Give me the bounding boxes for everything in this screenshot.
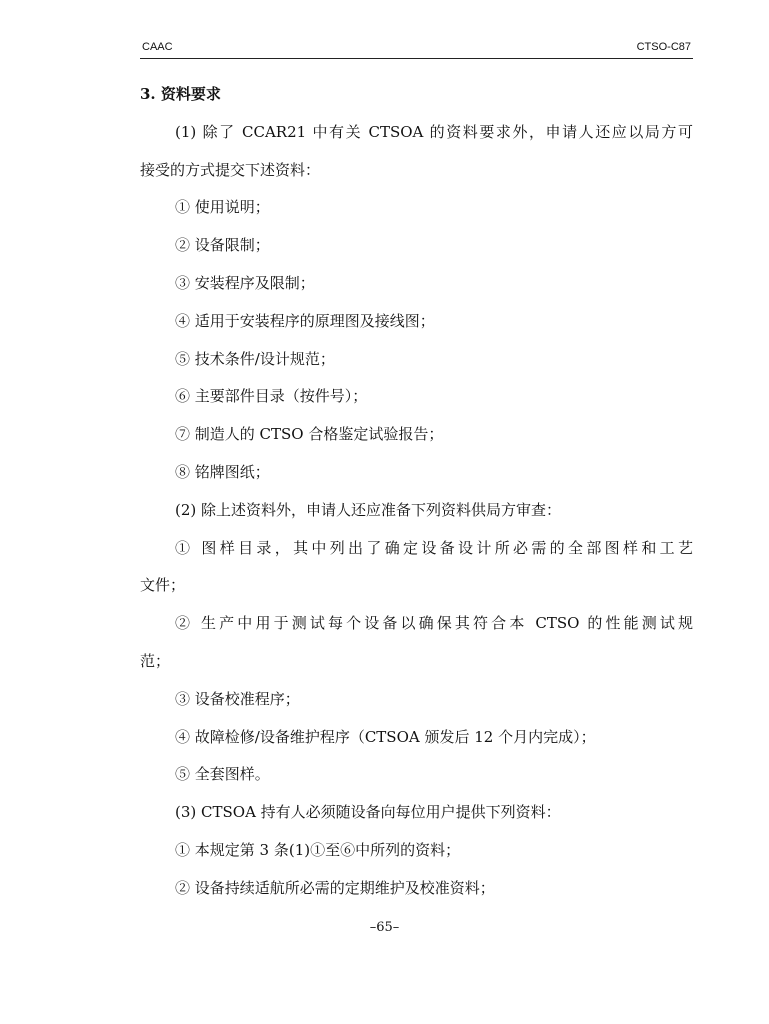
paragraph-line: (1) 除了 CCAR21 中有关 CTSOA 的资料要求外，申请人还应以局方可 — [175, 122, 693, 141]
paragraph-line: (3) CTSOA 持有人必须随设备向每位用户提供下列资料： — [175, 803, 561, 822]
list-item: ① 使用说明； — [175, 198, 270, 217]
list-item: ② 设备限制； — [175, 236, 270, 255]
list-item: ⑤ 全套图样。 — [175, 765, 270, 784]
list-item: ② 设备持续适航所必需的定期维护及校准资料； — [175, 878, 495, 897]
list-item: ③ 安装程序及限制； — [175, 273, 315, 292]
page-header — [140, 38, 693, 59]
paragraph-line: 接受的方式提交下述资料： — [140, 160, 321, 179]
list-item: ⑧ 铭牌图纸； — [175, 462, 270, 481]
header-org: CAAC — [142, 41, 173, 53]
list-item-continuation: 文件； — [140, 576, 186, 595]
list-item-continuation: 范； — [140, 651, 171, 670]
page-body — [140, 84, 693, 916]
page-number: –65– — [369, 920, 400, 935]
list-item: ⑥ 主要部件目录（按件号）； — [175, 387, 368, 406]
paragraph-line: (2) 除上述资料外，申请人还应准备下列资料供局方审查： — [175, 500, 562, 519]
list-item: ④ 故障检修/设备维护程序（CTSOA 颁发后 12 个月内完成）； — [175, 727, 596, 746]
list-item: ② 生产中用于测试每个设备以确保其符合本 CTSO 的性能测试规 — [175, 614, 693, 633]
list-item: ① 本规定第 3 条(1)①至⑥中所列的资料； — [175, 840, 461, 859]
list-item: ③ 设备校准程序； — [175, 689, 300, 708]
list-item: ⑤ 技术条件/设计规范； — [175, 349, 335, 368]
header-doc-id: CTSO-C87 — [636, 41, 691, 53]
section-title: 3. 资料要求 — [140, 85, 221, 103]
list-item: ⑦ 制造人的 CTSO 合格鉴定试验报告； — [175, 425, 444, 444]
list-item: ④ 适用于安装程序的原理图及接线图； — [175, 311, 435, 330]
list-item: ① 图样目录，其中列出了确定设备设计所必需的全部图样和工艺 — [175, 538, 693, 557]
